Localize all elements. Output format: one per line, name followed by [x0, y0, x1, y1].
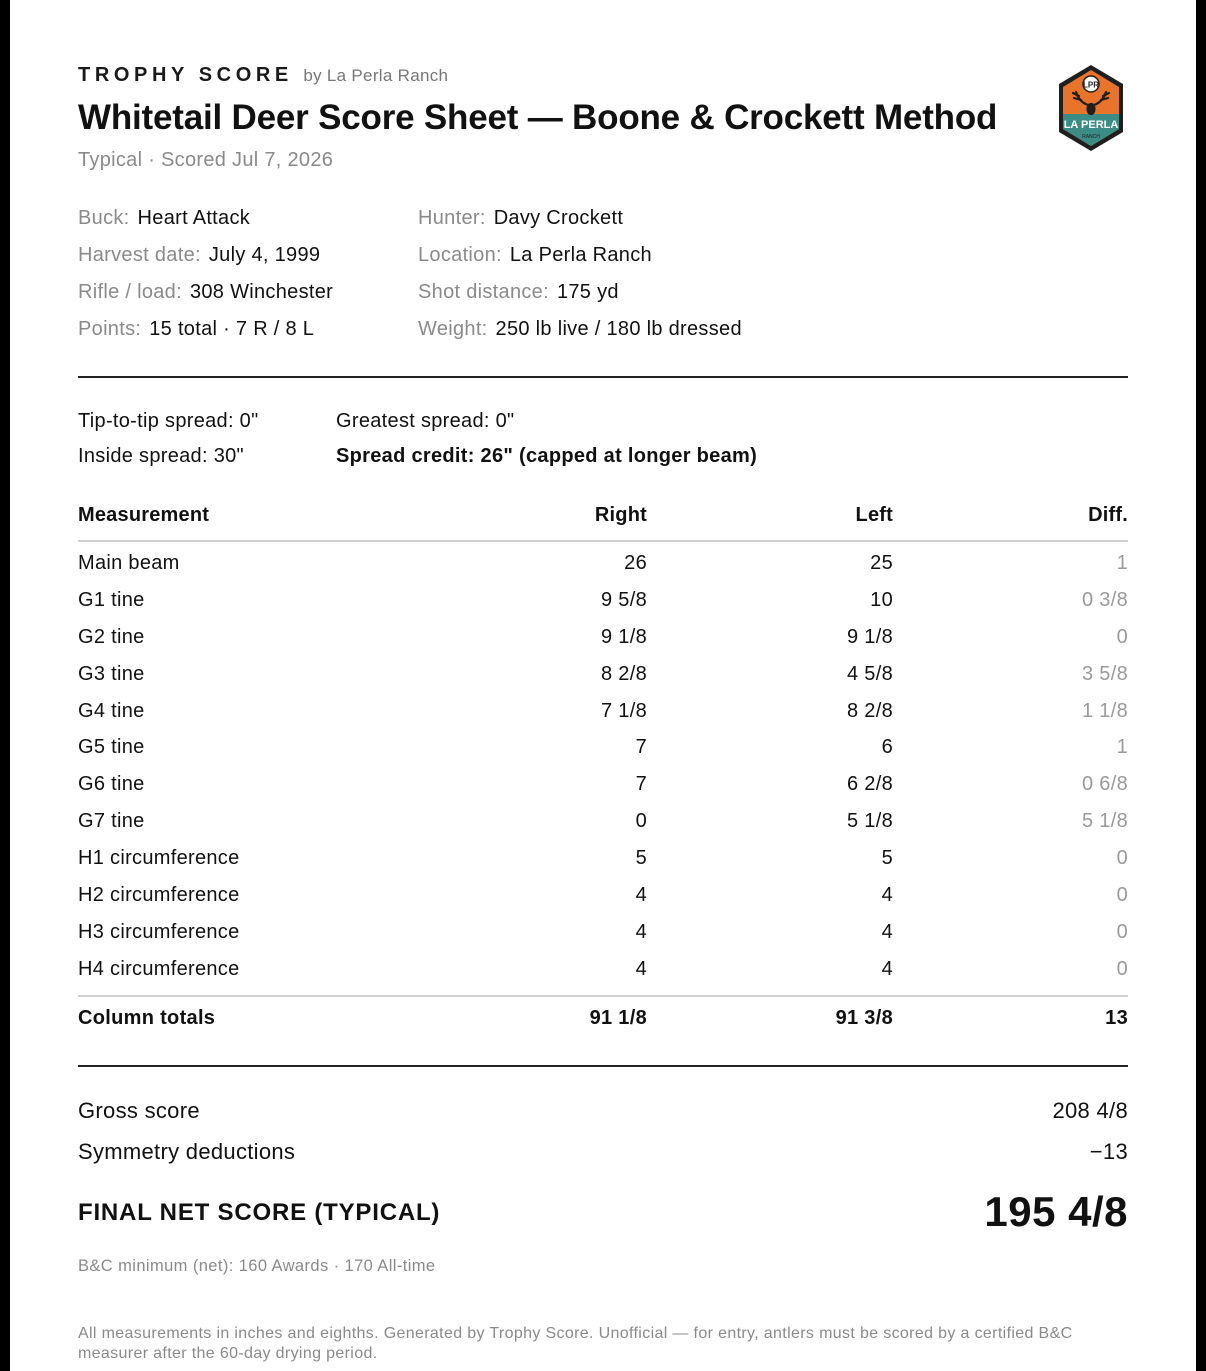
greatest-spread: Greatest spread: 0" [336, 410, 515, 432]
info-buck [78, 207, 250, 230]
cell-measurement: H4 circumference [78, 958, 240, 980]
section-divider [78, 376, 1128, 378]
cell-totals-label: Column totals [78, 1007, 216, 1029]
final-score-label: FINAL NET SCORE (TYPICAL) [78, 1199, 441, 1226]
table-row [78, 736, 1128, 773]
table-row [78, 552, 1128, 589]
header-divider [78, 540, 1128, 542]
deductions-value: −13 [1089, 1139, 1128, 1164]
la-perla-ranch-logo [1054, 62, 1128, 154]
cell-measurement: H2 circumference [78, 884, 240, 906]
cell-diff: 3 5/8 [1082, 663, 1128, 685]
cell-diff: 5 1/8 [1082, 810, 1128, 832]
info-hunter [418, 207, 623, 230]
cell-right: 4 [635, 884, 647, 906]
info-label: Harvest date: [78, 244, 201, 266]
table-row [78, 589, 1128, 626]
cell-left: 9 1/8 [847, 626, 893, 648]
cell-measurement: G2 tine [78, 626, 145, 648]
cell-diff: 0 [1116, 847, 1128, 869]
bc-minimum-note: B&C minimum (net): 160 Awards · 170 All-time [78, 1257, 436, 1275]
col-header-right: Right [594, 504, 647, 526]
info-value: 15 total · 7 R / 8 L [149, 318, 315, 340]
tip-to-tip-spread: Tip-to-tip spread: 0" [78, 410, 259, 432]
info-points [78, 318, 314, 341]
cell-diff: 0 [1116, 626, 1128, 648]
info-harvest-date [78, 244, 320, 267]
gross-score-label: Gross score [78, 1098, 200, 1123]
cell-right: 26 [624, 552, 647, 574]
cell-left-total: 91 3/8 [835, 1007, 893, 1029]
page-title: Whitetail Deer Score Sheet — Boone & Crockett Method [78, 98, 998, 137]
cell-right: 4 [635, 958, 647, 980]
col-header-diff: Diff. [1088, 504, 1128, 526]
cell-right: 7 [635, 773, 647, 795]
gross-score-value: 208 4/8 [1052, 1098, 1128, 1123]
table-row [78, 663, 1128, 700]
cell-measurement: G6 tine [78, 773, 145, 795]
cell-diff: 1 1/8 [1082, 700, 1128, 722]
table-row [78, 958, 1128, 995]
table-row [78, 847, 1128, 884]
score-divider [78, 1065, 1128, 1067]
info-label: Hunter: [418, 207, 486, 229]
info-value: La Perla Ranch [509, 244, 652, 266]
final-score-value: 195 4/8 [984, 1188, 1128, 1235]
cell-measurement: G4 tine [78, 700, 145, 722]
symmetry-deductions [78, 1139, 1128, 1165]
cell-left: 8 2/8 [847, 700, 893, 722]
table-row [78, 921, 1128, 958]
score-sheet [10, 0, 1196, 1371]
cell-left: 6 [881, 736, 893, 758]
cell-left: 25 [870, 552, 893, 574]
spread-credit: Spread credit: 26" (capped at longer beam) [336, 445, 758, 467]
cell-measurement: G3 tine [78, 663, 145, 685]
info-weight [418, 318, 742, 341]
col-header-left: Left [855, 504, 893, 526]
info-shot-distance [418, 281, 619, 304]
cell-left: 4 5/8 [847, 663, 893, 685]
cell-diff: 0 [1116, 958, 1128, 980]
cell-measurement: G7 tine [78, 810, 145, 832]
info-label: Buck: [78, 207, 130, 229]
cell-left: 5 1/8 [847, 810, 893, 832]
info-label: Weight: [418, 318, 488, 340]
logo-initials: LPR [1083, 80, 1099, 90]
cell-right: 5 [635, 847, 647, 869]
cell-diff: 1 [1116, 552, 1128, 574]
totals-row [78, 1007, 1128, 1044]
logo-sub: RANCH [1082, 134, 1100, 140]
cell-diff: 0 [1116, 884, 1128, 906]
brand-name: TROPHY SCORE [78, 64, 293, 86]
cell-right: 8 2/8 [601, 663, 647, 685]
cell-measurement: G1 tine [78, 589, 145, 611]
logo-name: LA PERLA [1063, 119, 1119, 131]
page-subtitle: Typical · Scored Jul 7, 2026 [78, 149, 334, 171]
totals-divider [78, 995, 1128, 997]
cell-left: 5 [881, 847, 893, 869]
cell-right: 9 5/8 [601, 589, 647, 611]
cell-right: 4 [635, 921, 647, 943]
cell-left: 4 [881, 921, 893, 943]
inside-spread: Inside spread: 30" [78, 445, 244, 467]
table-row [78, 810, 1128, 847]
info-location [418, 244, 652, 267]
info-rifle-load [78, 281, 333, 304]
brand-byline: by La Perla Ranch [303, 66, 449, 85]
table-row [78, 773, 1128, 810]
table-row [78, 884, 1128, 921]
info-value: 250 lb live / 180 lb dressed [495, 318, 742, 340]
info-value: July 4, 1999 [208, 244, 321, 266]
cell-diff: 0 3/8 [1082, 589, 1128, 611]
cell-right: 7 [635, 736, 647, 758]
info-label: Points: [78, 318, 142, 340]
cell-measurement: H3 circumference [78, 921, 240, 943]
cell-left: 10 [870, 589, 893, 611]
info-value: Heart Attack [137, 207, 251, 229]
cell-diff: 0 [1116, 921, 1128, 943]
cell-measurement: H1 circumference [78, 847, 240, 869]
table-row [78, 700, 1128, 737]
info-label: Shot distance: [418, 281, 549, 303]
cell-left: 6 2/8 [847, 773, 893, 795]
cell-measurement: Main beam [78, 552, 180, 574]
deductions-label: Symmetry deductions [78, 1139, 296, 1164]
info-value: 175 yd [556, 281, 619, 303]
cell-diff: 0 6/8 [1082, 773, 1128, 795]
info-value: 308 Winchester [189, 281, 334, 303]
gross-score [78, 1098, 1128, 1124]
cell-diff-total: 13 [1105, 1007, 1128, 1029]
footnote: All measurements in inches and eighths. Generated by Trophy Score. Unofficial — for entry, antlers must be scored by a certified B&C measurer after the 60-day drying period. [78, 1325, 1073, 1362]
cell-right: 0 [635, 810, 647, 832]
cell-left: 4 [881, 958, 893, 980]
info-value: Davy Crockett [493, 207, 624, 229]
cell-measurement: G5 tine [78, 736, 145, 758]
cell-diff: 1 [1116, 736, 1128, 758]
cell-right: 9 1/8 [601, 626, 647, 648]
cell-right-total: 91 1/8 [589, 1007, 647, 1029]
table-row [78, 626, 1128, 663]
info-label: Location: [418, 244, 502, 266]
col-header-measurement: Measurement [78, 504, 210, 526]
cell-left: 4 [881, 884, 893, 906]
cell-right: 7 1/8 [601, 700, 647, 722]
brand [78, 64, 448, 87]
info-label: Rifle / load: [78, 281, 182, 303]
